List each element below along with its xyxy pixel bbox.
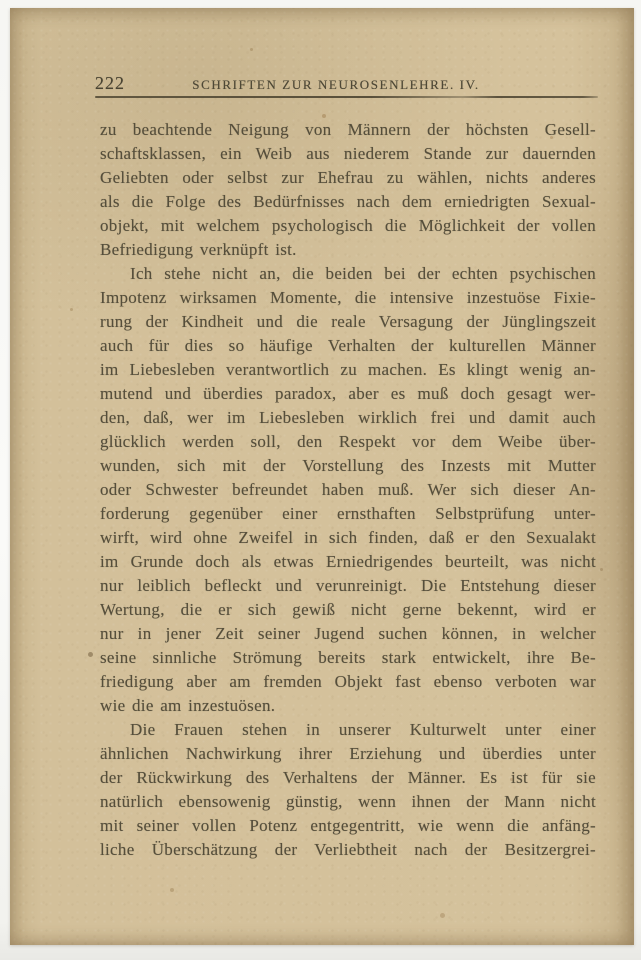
text-line: nur in jener Zeit seiner Jugend suchen können, in welcher xyxy=(100,624,596,643)
text-line: schaftsklassen, ein Weib aus niederem Stande zur dauernden xyxy=(100,144,596,163)
page-number: 222 xyxy=(95,73,125,93)
text-line: mutend und überdies paradox, aber es muß doch gesagt wer- xyxy=(100,384,596,403)
paper-speck xyxy=(170,888,174,892)
paper-speck xyxy=(88,652,93,657)
paragraph xyxy=(100,262,596,718)
text-line: mit seiner vollen Potenz entgegentritt, wie wenn die anfäng- xyxy=(100,816,596,835)
text-line: wunden, sich mit der Vorstellung des Inzests mit Mutter xyxy=(100,456,596,475)
text-line: nur leiblich befleckt und verunreinigt. Die Entstehung dieser xyxy=(100,576,596,595)
header-rule xyxy=(95,96,598,98)
text-line: als die Folge des Bedürfnisses nach dem erniedrigten Sexual- xyxy=(100,192,596,211)
text-line: liche Überschätzung der Verliebtheit nach der Besitzergrei- xyxy=(100,840,596,859)
text-line: zu beachtende Neigung von Männern der höchsten Gesell- xyxy=(100,120,596,139)
text-line: friedigung aber am fremden Objekt fast ebenso verboten war xyxy=(100,672,596,691)
text-line: Ich stehe nicht an, die beiden bei der echten psychischen xyxy=(130,264,596,283)
text-line: Befriedigung verknüpft ist. xyxy=(100,240,297,259)
paper-speck xyxy=(600,568,603,571)
text-line: Wertung, die er sich gewiß nicht gerne bekennt, wird er xyxy=(100,600,596,619)
paragraph xyxy=(100,118,596,262)
text-line: ähnlichen Nachwirkung ihrer Erziehung und überdies unter xyxy=(100,744,596,763)
text-line: Impotenz wirksamen Momente, die intensive inzestuöse Fixie- xyxy=(100,288,596,307)
text-line: objekt, mit welchem psychologisch die Möglichkeit der vollen xyxy=(100,216,596,235)
text-line: rung der Kindheit und die reale Versagung der Jünglingszeit xyxy=(100,312,596,331)
paper-speck xyxy=(440,913,445,918)
text-line: wirft, wird ohne Zweifel in sich finden, daß er den Sexualakt xyxy=(100,528,596,547)
text-line: natürlich ebensowenig günstig, wenn ihnen der Mann nicht xyxy=(100,792,596,811)
running-title: SCHRIFTEN ZUR NEUROSENLEHRE. IV. xyxy=(192,77,480,92)
text-line: Geliebten oder selbst zur Ehefrau zu wählen, nichts anderes xyxy=(100,168,596,187)
paper-speck xyxy=(250,48,253,51)
text-line: glücklich werden soll, den Respekt vor dem Weibe über- xyxy=(100,432,596,451)
text-line: im Grunde doch als etwas Erniedrigendes beurteilt, was nicht xyxy=(100,552,596,571)
text-line: den, daß, wer im Liebesleben wirklich frei und damit auch xyxy=(100,408,596,427)
text-line: auch für dies so häufige Verhalten der kulturellen Männer xyxy=(100,336,596,355)
body-text xyxy=(100,118,596,862)
text-line: im Liebesleben verantwortlich zu machen. Es klingt wenig an- xyxy=(100,360,596,379)
text-line: wie die am inzestuösen. xyxy=(100,696,276,715)
book-page-scan xyxy=(10,8,634,945)
text-line: forderung gegenüber einer ernsthaften Selbstprüfung unter- xyxy=(100,504,596,523)
text-line: der Rückwirkung des Verhaltens der Männer. Es ist für sie xyxy=(100,768,596,787)
paper-speck xyxy=(70,308,73,311)
paragraph xyxy=(100,718,596,862)
text-line: Die Frauen stehen in unserer Kulturwelt unter einer xyxy=(130,720,596,739)
text-line: oder Schwester befreundet haben muß. Wer sich dieser An- xyxy=(100,480,596,499)
text-line: seine sinnliche Strömung bereits stark entwickelt, ihre Be- xyxy=(100,648,596,667)
